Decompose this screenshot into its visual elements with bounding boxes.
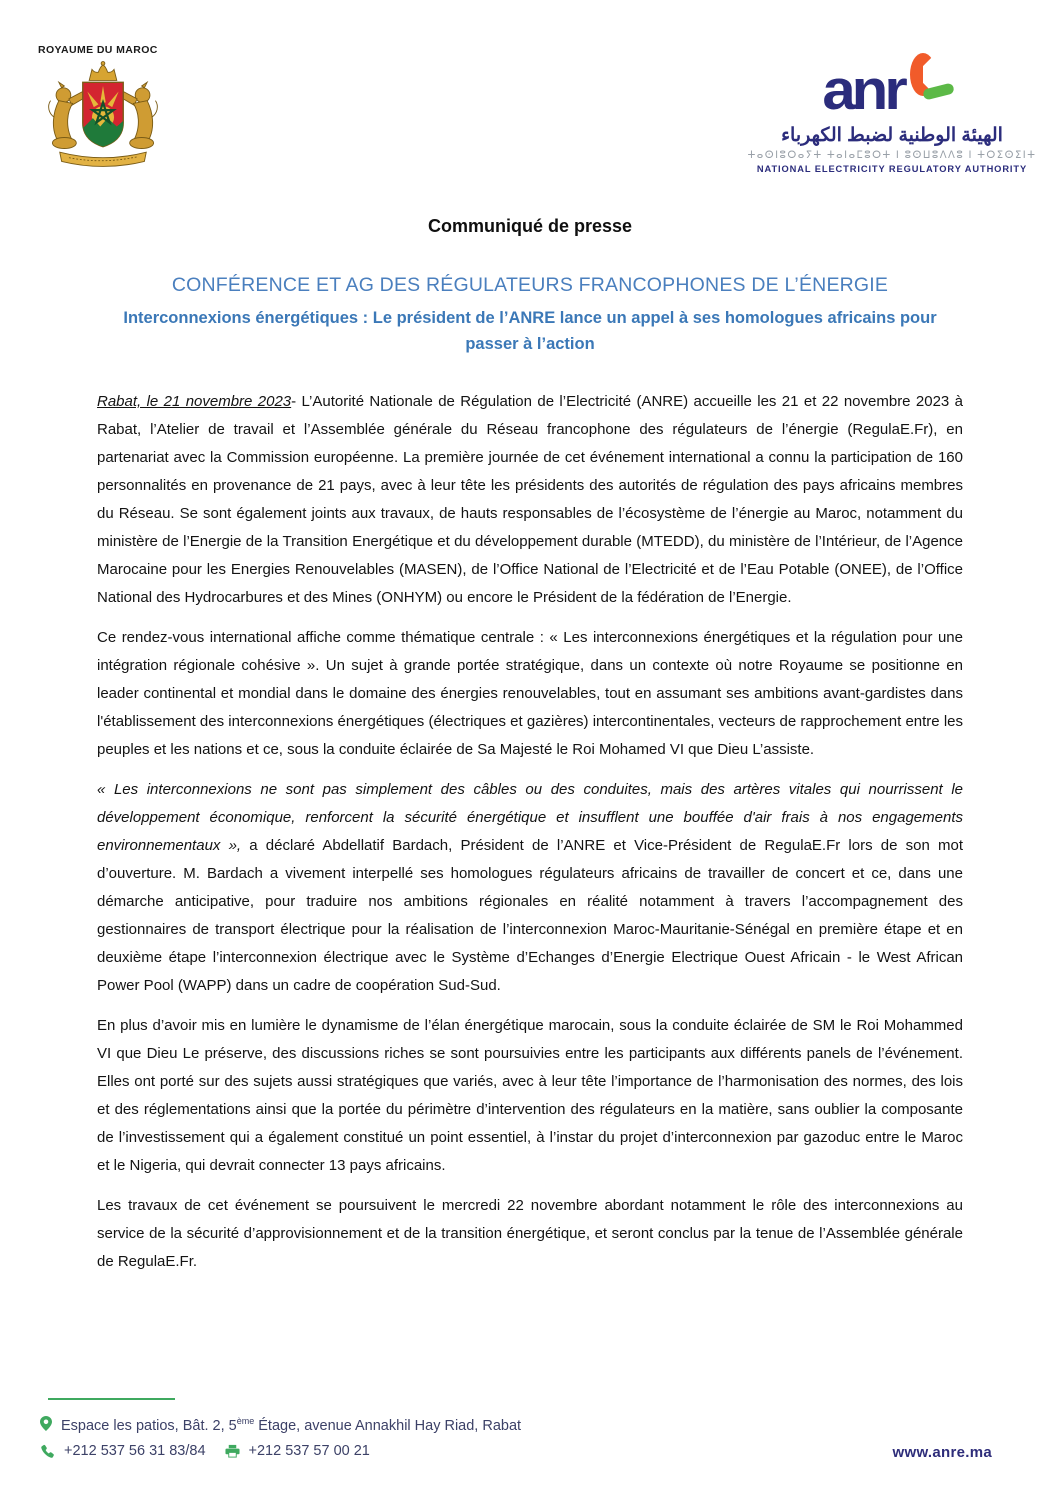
phone-icon xyxy=(40,1444,55,1459)
paragraph xyxy=(97,776,963,1000)
paragraph xyxy=(97,1012,963,1180)
paragraph-segment: Ce rendez-vous international affiche comme thématique centrale : « Les interconnexions énergétiques et la régulation pour une intégration régionale cohésive ». Un sujet à grande portée stratégique, dans un contexte où notre Royaume se positionne en leader continental et mondial dans le domaine des énergies renouvelables, tout en assumant ses ambitions avant-gardistes dans l'établissement des interconnexions énergétiques (électriques et gazières) intercontinentales, vecteurs de rapprochement entre les peuples et les nations et ce, sous la conduite éclairée de Sa Majesté le Roi Mohamed VI que Dieu L’assiste. xyxy=(97,629,963,758)
anre-e-icon xyxy=(910,66,962,118)
footer-phone: +212 537 56 31 83/84 xyxy=(64,1443,206,1459)
anre-arabic-name: الهيئة الوطنية لضبط الكهرباء xyxy=(781,125,1003,146)
footer-divider xyxy=(48,1398,175,1400)
paragraph-segment: Rabat, le 21 novembre 2023 xyxy=(97,393,292,410)
body-paragraphs xyxy=(97,388,963,1276)
morocco-coat-of-arms-icon xyxy=(34,60,172,180)
document-title: Communiqué de presse xyxy=(427,216,633,236)
anre-english-name: NATIONAL ELECTRICITY REGULATORY AUTHORITY xyxy=(756,164,1028,174)
paragraph xyxy=(97,1192,963,1276)
website-link[interactable]: www.anre.ma xyxy=(892,1444,992,1461)
conference-headline: CONFÉRENCE ET AG DES RÉGULATEURS FRANCOPHONES DE L’ÉNERGIE xyxy=(171,274,889,296)
paragraph-segment: - L’Autorité Nationale de Régulation de l’Electricité (ANRE) accueille les 21 et 22 novembre 2023 à Rabat, l’Atelier de travail et l’Assemblée générale du Réseau francophone des régulateurs de l’énergie (RegulaE.Fr), en partenariat avec la Commission européenne. La première journée de cet événement international a connu la participation de 160 personnalités en provenance de 21 pays, avec à leur tête les présidents des autorités de régulation des pays africains membres du Réseau. Se sont également joints aux travaux, de hauts responsables de l’écosystème de l’énergie au Maroc, notamment du ministère de l’Energie de la Transition Energétique et du développement durable (MTEDD), du ministère de l’Intérieur, de l’Agence Marocaine pour les Energies Renouvelables (MASEN), de l’Office National de l’Electricité et de l’Eau Potable (ONEE), de l’Office National des Hydrocarbures et des Mines (ONHYM) ou encore le Président de la fédération de l’Energie. xyxy=(97,393,963,606)
footer-fax-group xyxy=(225,1439,370,1463)
paragraph-segment: « Les interconnexions ne sont pas simplement des câbles ou des conduites, mais des artères vitales qui nourrissent le développement économique, renforcent la sécurité énergétique et insufflent une bouffée d'air frais à nos engagements environnementaux », xyxy=(97,781,963,854)
kingdom-label: ROYAUME DU MAROC xyxy=(38,44,158,56)
footer-address: Espace les patios, Bât. 2, 5ème Étage, avenue Annakhil Hay Riad, Rabat xyxy=(61,1416,522,1434)
paragraph-segment: a déclaré Abdellatif Bardach, Président de l’ANRE et Vice-Président de RegulaE.Fr lors de son mot d’ouverture. M. Bardach a vivement interpellé ses homologues régulateurs africains de travailler de concert et ce, dans une démarche anticipative, pour traduire nos ambitions régionales en réalité notamment à travers l’accompagnement des gestionnaires de transport électrique pour la réalisation de l’interconnexion Maroc-Mauritanie-Sénégal en première étape et en deuxième étape l’interconnexion électrique avec le Système d’Echanges d’Energie Electrique Ouest Africain - le West African Power Pool (WAPP) dans un cadre de coopération Sud-Sud. xyxy=(97,837,963,994)
footer-contacts-row xyxy=(40,1439,992,1463)
anre-wordmark-text: anr xyxy=(822,57,904,122)
map-pin-icon xyxy=(40,1416,52,1431)
anre-wordmark xyxy=(822,57,961,122)
footer xyxy=(40,1398,992,1463)
paragraph-segment: Les travaux de cet événement se poursuivent le mercredi 22 novembre abordant notamment le rôle des interconnexions au service de la sécurité d’approvisionnement et de la transition énergétique, et seront conclus par la tenue de l’Assemblée générale de RegulaE.Fr. xyxy=(97,1197,963,1270)
footer-address-row xyxy=(40,1409,992,1438)
paragraph xyxy=(97,624,963,764)
conference-subheadline: Interconnexions énergétiques : Le président de l’ANRE lance un appel à ses homologues africains pour passer à l’action xyxy=(123,309,937,353)
anre-logo xyxy=(747,57,1037,174)
paragraph-segment: En plus d’avoir mis en lumière le dynamisme de l’élan énergétique marocain, sous la conduite éclairée de SM le Roi Mohammed VI que Dieu Le préserve, des discussions riches se sont poursuivies entre les participants aux différents panels de l’événement. Elles ont porté sur des sujets aussi stratégiques que variés, avec à leur tête l’importance de l’harmonisation des normes, des lois et des réglementations ainsi que la portée du périmètre d’intervention des régulateurs en la matière, sans oublier la composante de l’investissement qui a également constitué un point essentiel, à l’instar du projet d’interconnexion par gazoduc entre le Maroc et le Nigeria, qui devrait connecter 13 pays africains. xyxy=(97,1017,963,1174)
document-content xyxy=(97,216,963,1276)
anre-tifinagh-name: ⵜⴰⵙⵏⵓⵔⴰⵢⵜ ⵜⴰⵏⴰⵎⵓⵔⵜ ⵏ ⵓⵙⵡⵓⴷⴷⵓ ⵏ ⵜⵔⵉⵙⵉⵏⵜ xyxy=(747,150,1037,161)
fax-icon xyxy=(225,1444,240,1458)
footer-fax: +212 537 57 00 21 xyxy=(248,1443,370,1459)
paragraph xyxy=(97,388,963,612)
